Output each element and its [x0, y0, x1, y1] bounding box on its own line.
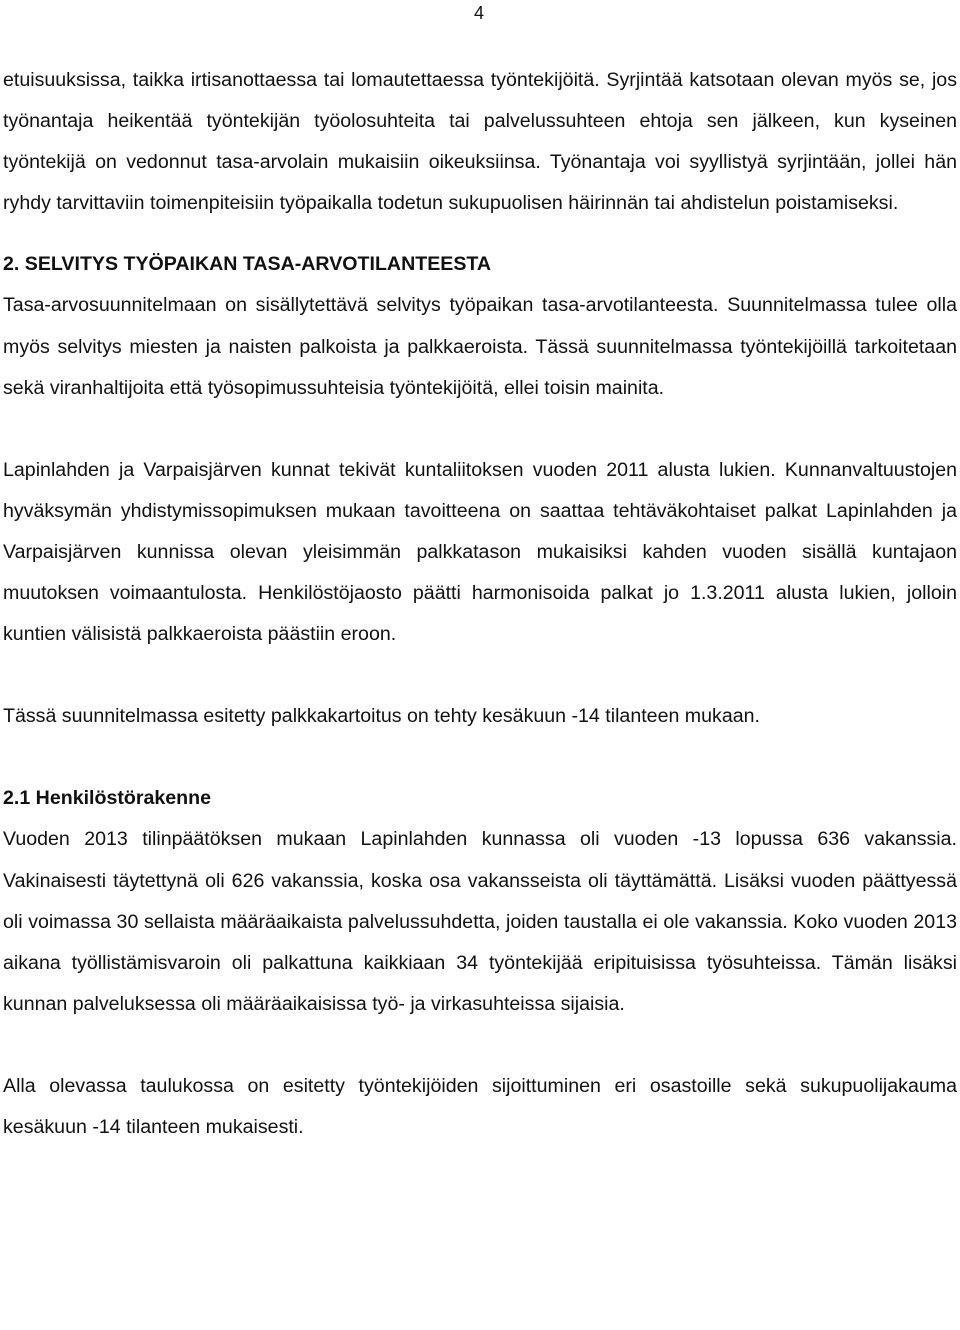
document-body — [3, 60, 957, 1148]
page-number: 4 — [474, 3, 485, 23]
paragraph-kuntaliitos: Lapinlahden ja Varpaisjärven kunnat tekivät kuntaliitoksen vuoden 2011 alusta lukien. Kunnanvaltuustojen hyväksymän yhdistymissopimuksen mukaan tavoitteena on saattaa tehtäväkohtaiset palkat Lapinlahden ja Varpaisjärven kunnissa olevan yleisimmän palkkatason mukaisiksi kahden vuoden sisällä kuntajaon muutoksen voimaantulosta. Henkilöstöjaosto päätti harmonisoida palkat jo 1.3.2011 alusta lukien, jolloin kuntien välisistä palkkaeroista päästiin eroon. — [3, 458, 957, 646]
section-heading-2: 2. SELVITYS TYÖPAIKAN TASA-ARVOTILANTEESTA — [3, 253, 492, 276]
spacer — [3, 409, 957, 450]
paragraph-palkkakartoitus: Tässä suunnitelmassa esitetty palkkakartoitus on tehty kesäkuun -14 tilanteen mukaan. — [3, 705, 760, 728]
paragraph-taulukko: Alla olevassa taulukossa on esitetty työntekijöiden sijoittuminen eri osastoille sekä sukupuolijakauma kesäkuun -14 tilanteen mukaisesti. — [3, 1074, 957, 1138]
spacer — [3, 655, 957, 696]
section-heading-2-1: 2.1 Henkilöstörakenne — [3, 787, 211, 810]
paragraph-selvitys: Tasa-arvosuunnitelmaan on sisällytettävä selvitys työpaikan tasa-arvotilanteesta. Suunnitelmassa tulee olla myös selvitys miesten ja naisten palkoista ja palkkaeroista. Tässä suunnitelmassa työntekijöillä tarkoitetaan sekä viranhaltijoita että työsopimussuhteisia työntekijöitä, ellei toisin mainita. — [3, 294, 957, 399]
spacer — [3, 737, 957, 778]
paragraph-syrjinta: etuisuuksissa, taikka irtisanottaessa tai lomautettaessa työntekijöitä. Syrjintää katsotaan olevan myös se, jos työnantaja heikentää työntekijän työolosuhteita tai palvelussuhteen ehtoja sen jälkeen, kun kyseinen työntekijä on vedonnut tasa-arvolain mukaisiin oikeuksiinsa. Työnantaja voi syyllistyä syrjintään, jollei hän ryhdy tarvittaviin toimenpiteisiin työpaikalla todetun sukupuolisen häirinnän tai ahdistelun poistamiseksi. — [3, 69, 957, 215]
spacer — [3, 1025, 957, 1066]
spacer — [3, 224, 957, 244]
paragraph-henkilostorakenne: Vuoden 2013 tilinpäätöksen mukaan Lapinlahden kunnassa oli vuoden -13 lopussa 636 vakanssia. Vakinaisesti täytettynä oli 626 vakanssia, koska osa vakansseista oli täyttämättä. Lisäksi vuoden päättyessä oli voimassa 30 sellaista määräaikaista palvelussuhdetta, joiden taustalla ei ole vakanssia. Koko vuoden 2013 aikana työllistämisvaroin oli palkattuna kaikkiaan 34 työntekijää eripituisissa työsuhteissa. Tämän lisäksi kunnan palveluksessa oli määräaikaisissa työ- ja virkasuhteissa sijaisia. — [3, 828, 957, 1015]
